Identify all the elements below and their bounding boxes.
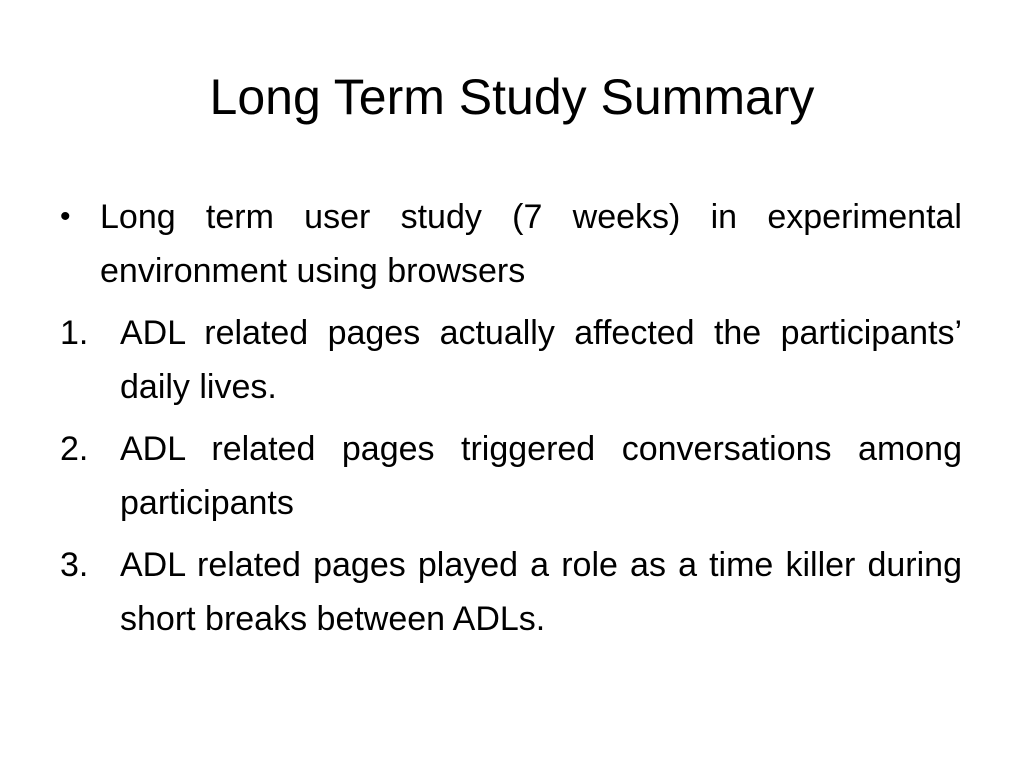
item-text: ADL related pages played a role as a time killer during short breaks between ADLs. [120, 546, 962, 638]
item-text: ADL related pages triggered conversations among participants [120, 430, 962, 522]
bullet-text: Long term user study (7 weeks) in experimental environment using browsers [100, 198, 962, 290]
slide-body [60, 190, 962, 654]
numbered-item-2 [60, 422, 962, 530]
item-number: 3. [60, 546, 89, 584]
slide-title: Long Term Study Summary [209, 69, 815, 125]
bullet-dot-icon: • [60, 200, 71, 233]
item-text: ADL related pages actually affected the participants’ daily lives. [120, 314, 962, 406]
item-number: 2. [60, 430, 89, 468]
bullet-item [60, 190, 962, 298]
item-number: 1. [60, 314, 89, 352]
numbered-item-1 [60, 306, 962, 414]
numbered-item-3 [60, 538, 962, 646]
